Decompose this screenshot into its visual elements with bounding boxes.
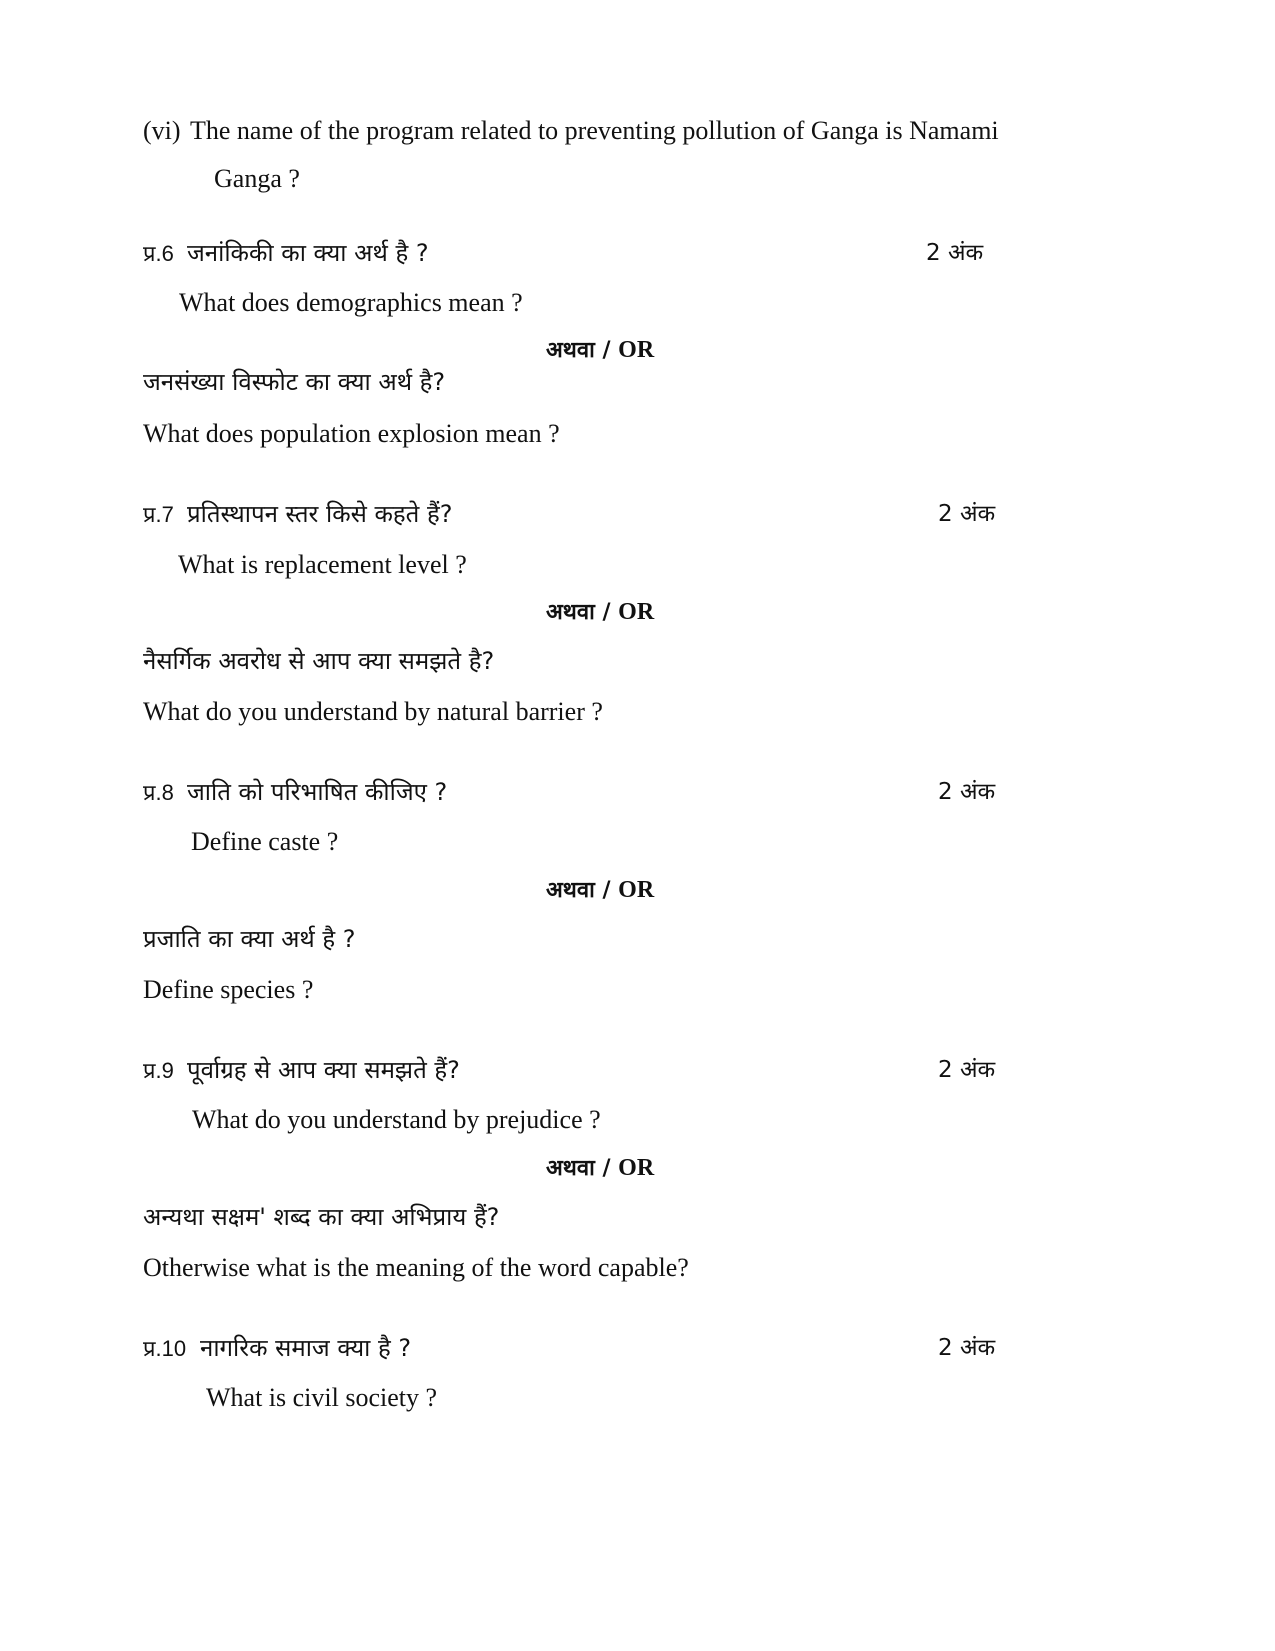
or-hindi: अथवा / (546, 878, 619, 903)
question-6-alt-hindi: जनसंख्या विस्फोट का क्या अर्थ है? (143, 368, 446, 396)
question-7-english: What is replacement level ? (178, 550, 467, 579)
question-10-english: What is civil society ? (206, 1383, 438, 1412)
question-8-hindi: जाति को परिभाषित कीजिए ? (187, 778, 448, 806)
question-8-marks: 2 अंक (938, 779, 996, 805)
question-vi-line2: Ganga ? (214, 164, 300, 193)
or-latin: OR (618, 599, 655, 625)
question-6-hindi: जनांकिकी का क्या अर्थ है ? (187, 239, 429, 267)
question-7-marks: 2 अंक (938, 501, 996, 527)
question-9-marks: 2 अंक (938, 1057, 996, 1083)
question-9-or-label (546, 1156, 654, 1180)
question-vi-label: (vi) (143, 116, 181, 145)
question-8-number: प्र.8 (143, 780, 174, 805)
question-10-hindi: नागरिक समाज क्या है ? (200, 1334, 412, 1362)
question-7-hindi: प्रतिस्थापन स्तर किसे कहते हैं? (187, 500, 453, 528)
or-latin: OR (618, 1155, 655, 1181)
question-8-alt-hindi: प्रजाति का क्या अर्थ है ? (143, 925, 356, 953)
question-9-alt-english: Otherwise what is the meaning of the word capable? (143, 1253, 689, 1282)
question-6-english: What does demographics mean ? (179, 288, 523, 317)
question-8-english: Define caste ? (191, 827, 339, 856)
or-latin: OR (618, 337, 655, 363)
question-8-alt-english: Define species ? (143, 975, 314, 1004)
question-6-marks: 2 अंक (926, 240, 984, 266)
question-6-number: प्र.6 (143, 241, 174, 266)
question-9-hindi: पूर्वाग्रह से आप क्या समझते हैं? (187, 1056, 460, 1084)
question-8-or-label (546, 878, 654, 902)
question-7-number: प्र.7 (143, 502, 174, 527)
question-vi-line1: The name of the program related to preventing pollution of Ganga is Namami (190, 116, 999, 145)
or-hindi: अथवा / (546, 600, 619, 625)
or-hindi: अथवा / (546, 338, 619, 363)
question-9-alt-hindi: अन्यथा सक्षम' शब्द का क्या अभिप्राय हैं? (143, 1203, 500, 1231)
question-7-alt-hindi: नैसर्गिक अवरोध से आप क्या समझते है? (143, 647, 495, 675)
or-latin: OR (618, 877, 655, 903)
question-9-english: What do you understand by prejudice ? (192, 1105, 601, 1134)
or-hindi: अथवा / (546, 1156, 619, 1181)
question-6-alt-english: What does population explosion mean ? (143, 419, 560, 448)
question-10-number: प्र.10 (143, 1336, 187, 1361)
question-10-marks: 2 अंक (938, 1335, 996, 1361)
question-9-number: प्र.9 (143, 1058, 174, 1083)
question-6-or-label (546, 338, 654, 362)
question-7-alt-english: What do you understand by natural barrier ? (143, 697, 603, 726)
question-7-or-label (546, 600, 654, 624)
